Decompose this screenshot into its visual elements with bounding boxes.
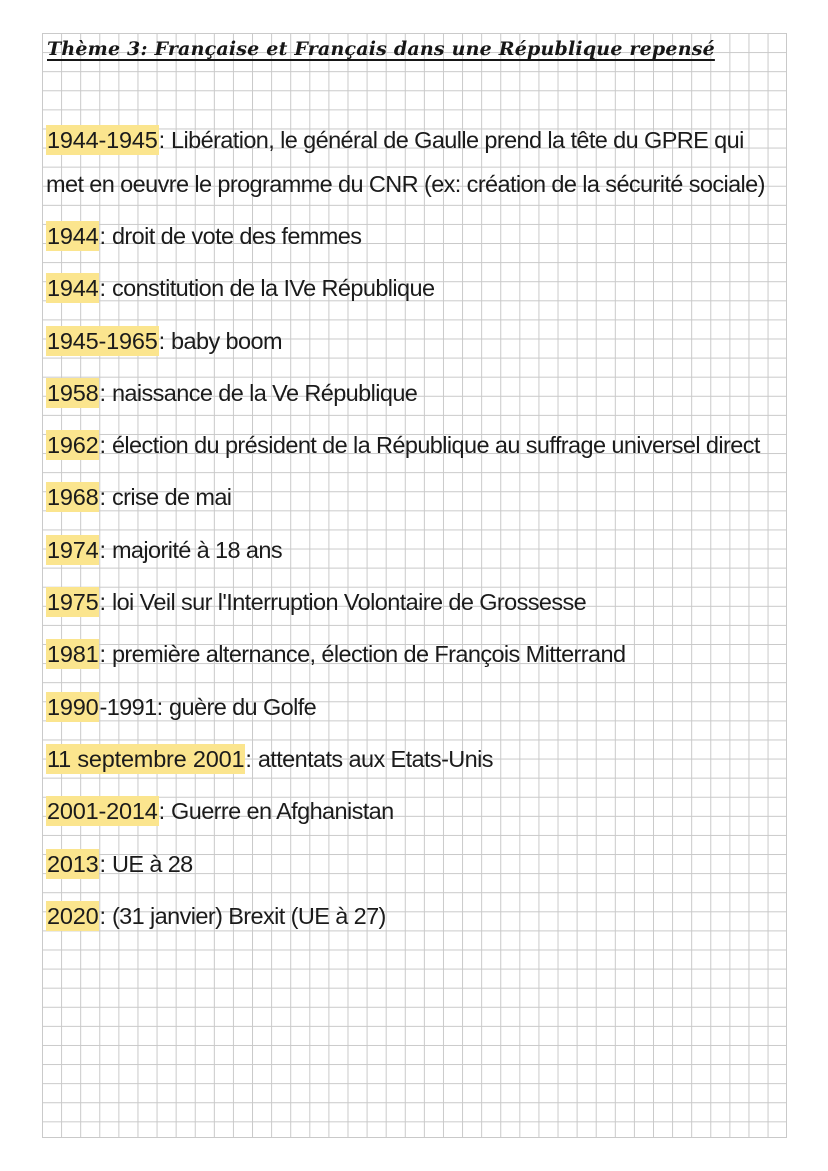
date-highlight: 1958 — [47, 379, 99, 406]
entry-text: droit de vote des femmes — [106, 223, 362, 249]
colon: : — [99, 432, 107, 459]
entry-text: constitution de la IVe République — [106, 275, 435, 302]
date-rest: -1991 — [99, 693, 157, 720]
timeline-entry — [46, 315, 781, 367]
entry-text: guère du Golfe — [163, 693, 317, 720]
colon: : — [158, 798, 166, 825]
date-highlight: 2001-2014 — [47, 798, 158, 825]
entry-text: première alternance, élection de François Mitterrand — [106, 641, 626, 668]
entry-text: majorité à 18 ans — [106, 536, 283, 563]
colon: : — [99, 536, 107, 563]
timeline-entry — [46, 785, 781, 837]
date-highlight: 1968 — [47, 484, 99, 511]
entry-text: élection du président de la République au suffrage universel direct — [106, 432, 760, 459]
entry-text: attentats aux Etats-Unis — [251, 745, 493, 772]
timeline-entry — [46, 576, 781, 628]
entry-text: crise de mai — [106, 484, 232, 511]
timeline-entry — [46, 367, 781, 419]
timeline-entry — [46, 262, 781, 314]
colon: : — [99, 484, 107, 511]
entry-text: loi Veil sur l'Interruption Volontaire de Grossesse — [106, 589, 587, 616]
date-highlight: 1974 — [47, 536, 99, 563]
timeline-entry — [46, 210, 781, 262]
colon: : — [99, 379, 107, 406]
colon: : — [156, 693, 164, 720]
colon: : — [99, 275, 107, 302]
timeline-entry — [46, 890, 781, 942]
timeline-entry — [46, 419, 781, 471]
entry-text: Libération, le général de Gaulle prend la tête du GPRE qui — [165, 127, 744, 153]
date-highlight: 1944 — [47, 275, 99, 302]
date-highlight: 2020 — [47, 902, 99, 929]
timeline-entry — [46, 471, 781, 523]
colon: : — [245, 745, 252, 772]
date-highlight: 1944 — [47, 223, 99, 249]
date-highlight: 11 septembre 2001 — [47, 745, 245, 772]
timeline-list — [46, 114, 781, 942]
entry-text: (31 janvier) Brexit (UE à 27) — [106, 902, 386, 929]
colon: : — [158, 327, 166, 354]
colon: : — [99, 641, 107, 668]
timeline-entry — [46, 733, 781, 785]
timeline-entry — [46, 524, 781, 576]
date-highlight: 1945-1965 — [47, 327, 158, 354]
colon: : — [99, 223, 107, 249]
entry-text: Guerre en Afghanistan — [165, 798, 394, 825]
date-highlight: 1962 — [47, 432, 99, 459]
entry-text: baby boom — [165, 327, 282, 354]
date-highlight: 2013 — [47, 850, 99, 877]
entry-line-1 — [46, 118, 781, 162]
entry-text: naissance de la Ve République — [106, 379, 418, 406]
date-highlight: 1944-1945 — [47, 127, 158, 153]
timeline-entry — [46, 628, 781, 680]
entry-text: UE à 28 — [106, 850, 193, 877]
entry-line-2: met en oeuvre le programme du CNR (ex: création de la sécurité sociale) — [46, 171, 765, 197]
colon: : — [99, 850, 107, 877]
date-highlight: 1990 — [47, 693, 99, 720]
date-highlight: 1975 — [47, 589, 99, 616]
timeline-entry — [46, 838, 781, 890]
colon: : — [158, 127, 166, 153]
page-title: Thème 3: Française et Français dans une République repensé — [47, 38, 715, 60]
date-highlight: 1981 — [47, 641, 99, 668]
colon: : — [99, 902, 107, 929]
timeline-entry-1944-1945 — [46, 118, 781, 206]
colon: : — [99, 589, 107, 616]
timeline-entry — [46, 681, 781, 733]
